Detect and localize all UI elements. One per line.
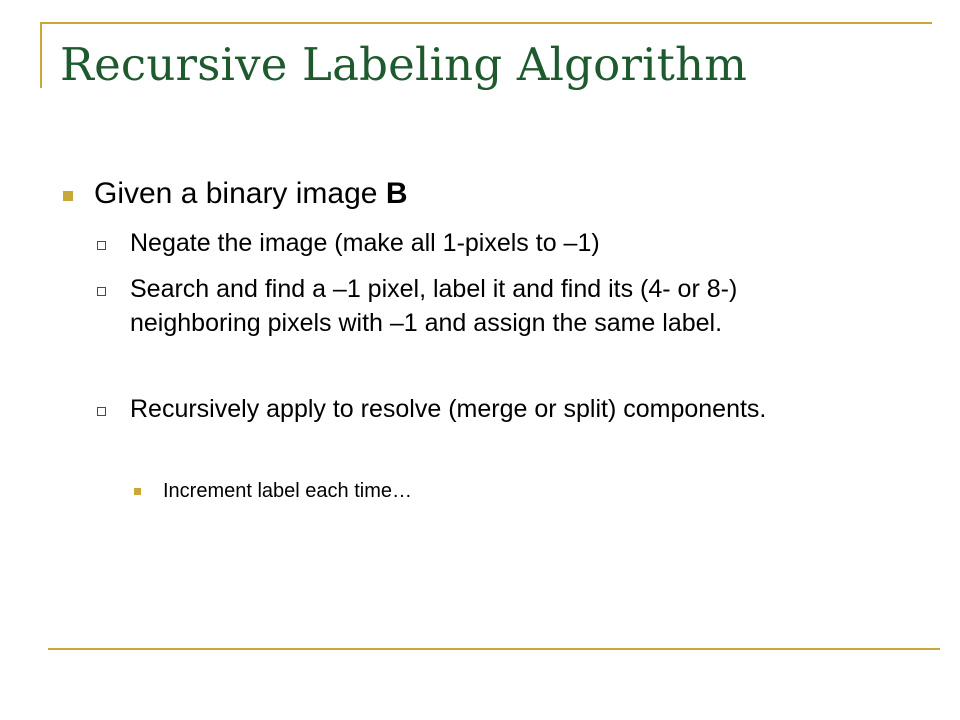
slide-title: Recursive Labeling Algorithm: [60, 38, 748, 91]
square-bullet-icon: [134, 488, 141, 495]
bullet-level2-item: Recursively apply to resolve (merge or split) components.: [130, 395, 767, 423]
bullet-level1: [94, 176, 407, 212]
bullet-level2-item: Search and find a –1 pixel, label it and find its (4- or 8-) neighboring pixels with –1 and assign the same label.: [130, 275, 738, 337]
square-bullet-icon: [63, 191, 73, 201]
left-rule: [40, 22, 42, 88]
bullet-level3-item: Increment label each time…: [163, 480, 413, 502]
top-rule: [40, 22, 932, 24]
bottom-rule: [48, 648, 940, 650]
box-bullet-icon: [97, 407, 106, 416]
box-bullet-icon: [97, 287, 106, 296]
box-bullet-icon: [97, 241, 106, 250]
bullet-level1-bold: B: [385, 177, 408, 210]
bullet-level2-item: Negate the image (make all 1-pixels to –1): [130, 229, 600, 257]
bullet-level1-text: Given a binary image: [94, 177, 386, 210]
